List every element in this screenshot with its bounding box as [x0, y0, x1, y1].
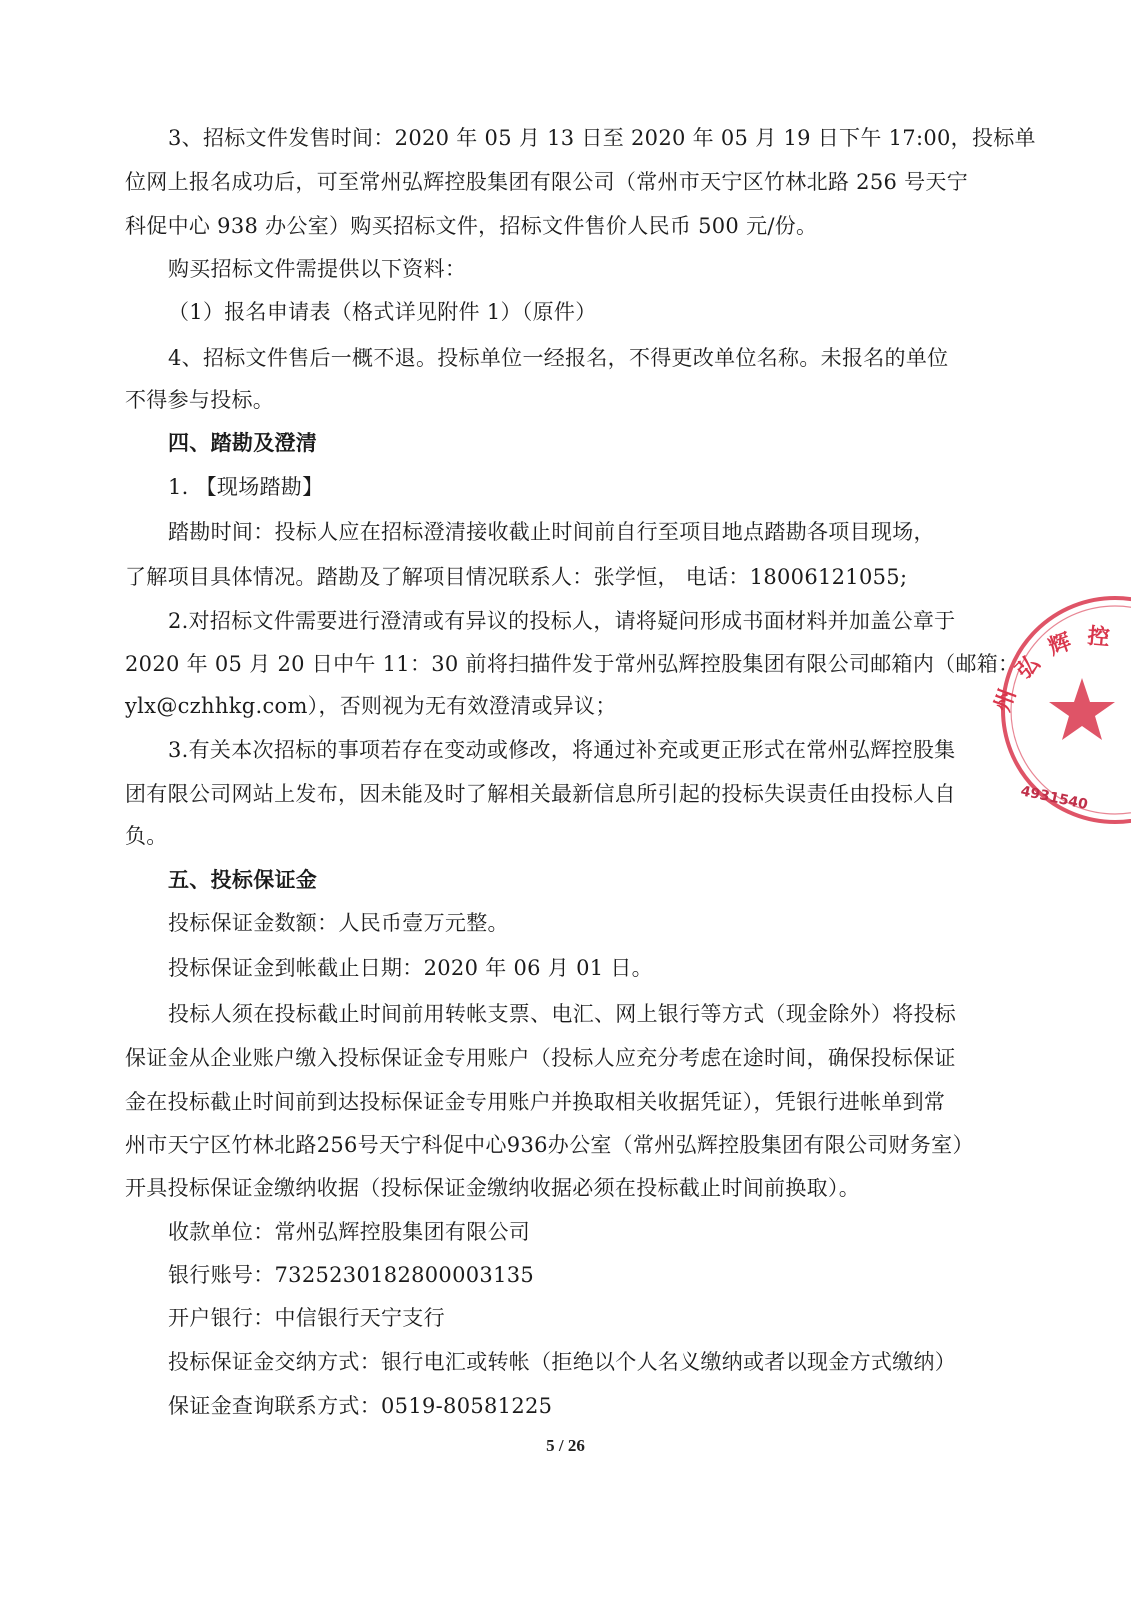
deposit-deadline: 投标保证金到帐截止日期：2020 年 06 月 01 日。: [168, 956, 653, 980]
paragraph-line: 2020 年 05 月 20 日中午 11：30 前将扫描件发于常州弘辉控股集团有限公司邮箱内（邮箱：: [125, 652, 1020, 676]
bank-line: 开户银行：中信银行天宁支行: [168, 1306, 445, 1330]
paragraph-line: 科促中心 938 办公室）购买招标文件，招标文件售价人民币 500 元/份。: [125, 214, 818, 238]
paragraph-line: 开具投标保证金缴纳收据（投标保证金缴纳收据必须在投标截止时间前换取）。: [125, 1176, 860, 1200]
account-line: 银行账号：7325230182800003135: [168, 1263, 535, 1287]
email-line: ylx@czhhkg.com），否则视为无有效澄清或异议；: [125, 694, 617, 718]
payee-line: 收款单位：常州弘辉控股集团有限公司: [168, 1220, 531, 1244]
svg-text:4931540: 4931540: [1019, 783, 1090, 814]
paragraph-line: 负。: [125, 824, 168, 848]
svg-text:辉: 辉: [1045, 629, 1075, 661]
paragraph-line: 3、招标文件发售时间：2020 年 05 月 13 日至 2020 年 05 月 19 日下午 17:00，投标单: [168, 126, 1036, 150]
svg-text:弘: 弘: [1011, 650, 1045, 685]
paragraph-line: 团有限公司网站上发布，因未能及时了解相关最新信息所引起的投标失误责任由投标人自: [125, 782, 956, 806]
section-heading: 四、踏勘及澄清: [168, 430, 318, 455]
paragraph-line: 2.对招标文件需要进行澄清或有异议的投标人，请将疑问形成书面材料并加盖公章于: [168, 609, 956, 633]
paragraph-line: 金在投标截止时间前到达投标保证金专用账户并换取相关收据凭证），凭银行进帐单到常: [125, 1090, 946, 1114]
paragraph-line: 保证金从企业账户缴入投标保证金专用账户（投标人应充分考虑在途时间，确保投标保证: [125, 1046, 956, 1070]
paragraph-line: 位网上报名成功后，可至常州弘辉控股集团有限公司（常州市天宁区竹林北路 256 号天宁: [125, 170, 969, 194]
paragraph-line: 4、招标文件售后一概不退。投标单位一经报名，不得更改单位名称。未报名的单位: [168, 346, 949, 370]
method-line: 投标保证金交纳方式：银行电汇或转帐（拒绝以个人名义缴纳或者以现金方式缴纳）: [168, 1350, 957, 1374]
material-item: （1）报名申请表（格式详见附件 1）（原件）: [168, 300, 597, 324]
section-heading: 五、投标保证金: [168, 867, 318, 892]
svg-text:控: 控: [1086, 624, 1111, 651]
deposit-amount: 投标保证金数额：人民币壹万元整。: [168, 911, 509, 935]
paragraph-line: 州市天宁区竹林北路256号天宁科促中心936办公室（常州弘辉控股集团有限公司财务室）: [125, 1133, 974, 1157]
company-seal-stamp: [990, 585, 1131, 835]
paragraph-line: 不得参与投标。: [125, 388, 275, 412]
paragraph-line: 踏勘时间：投标人应在招标澄清接收截止时间前自行至项目地点踏勘各项目现场，: [168, 520, 935, 544]
seal-icon: [990, 585, 1131, 835]
materials-title: 购买招标文件需提供以下资料：: [168, 257, 467, 281]
page-number: 5 / 26: [546, 1436, 585, 1455]
paragraph-line: 3.有关本次招标的事项若存在变动或修改，将通过补充或更正形式在常州弘辉控股集: [168, 738, 956, 762]
subsection-heading: 1. 【现场踏勘】: [168, 475, 324, 499]
paragraph-line: 投标人须在投标截止时间前用转帐支票、电汇、网上银行等方式（现金除外）将投标: [168, 1002, 957, 1026]
contact-line: 保证金查询联系方式：0519-80581225: [168, 1394, 553, 1418]
paragraph-line: 了解项目具体情况。踏勘及了解项目情况联系人：张学恒， 电话：18006121055;: [125, 565, 908, 589]
svg-text:州: 州: [990, 685, 1022, 716]
